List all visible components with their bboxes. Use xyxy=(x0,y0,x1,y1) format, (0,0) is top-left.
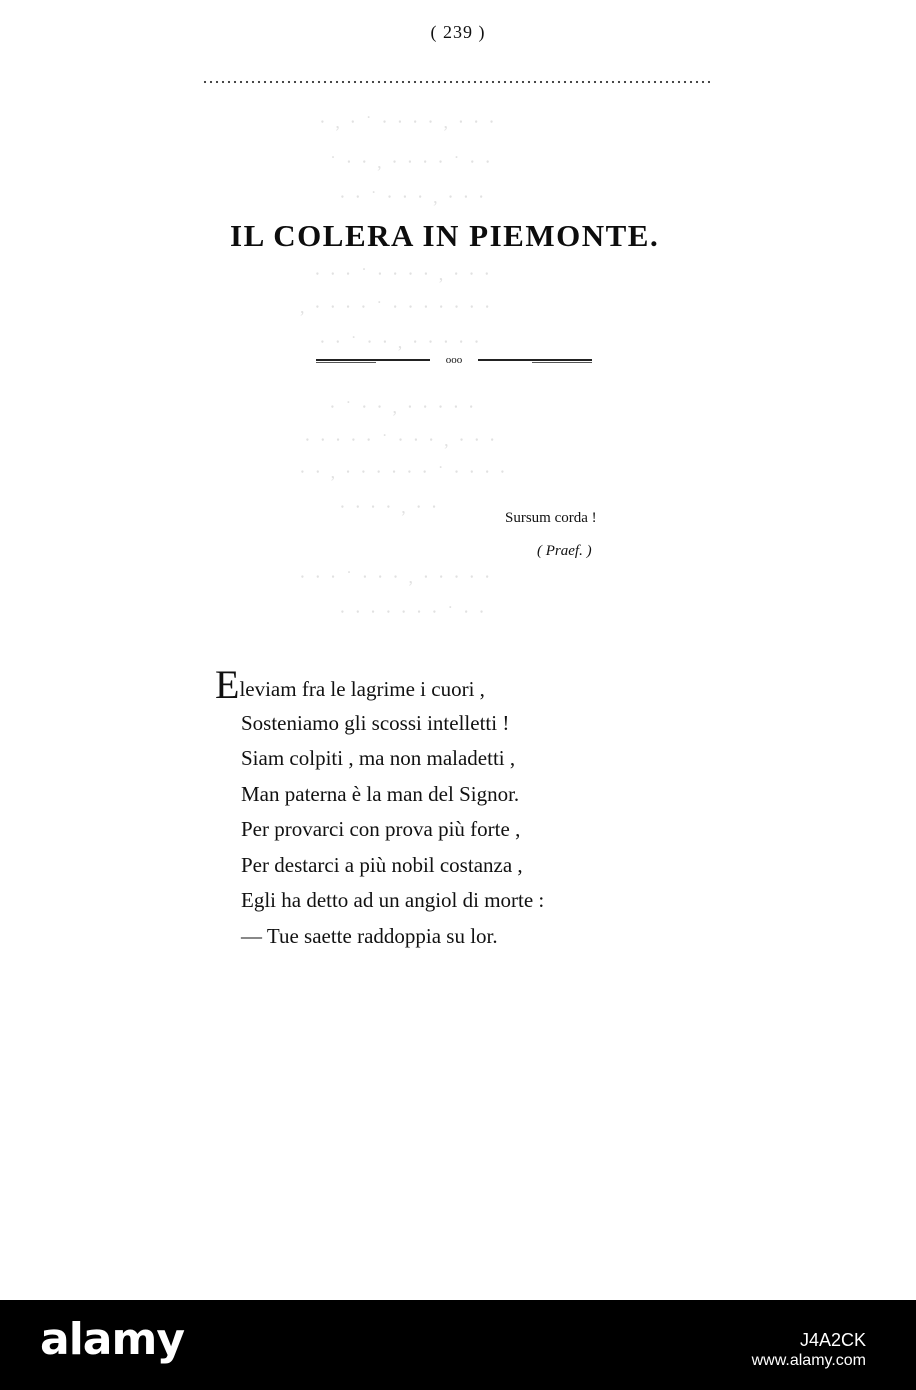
show-through-ghost: ⸱ ⸱ ⸱ ⸱ ⸱ ˙ ⸱ ⸱ ⸱ , ⸱ ⸱ ⸱ xyxy=(305,430,498,450)
show-through-ghost: ⸱ ⸱ , ⸱ ⸱ ⸱ ⸱ ⸱ ⸱ ˙ ⸱ ⸱ ⸱ ⸱ xyxy=(300,462,508,482)
epigraph: Sursum corda ! xyxy=(505,510,597,526)
title-ornament xyxy=(316,354,592,366)
show-through-ghost: ⸱ , ⸱ ˙ ⸱ ⸱ ⸱ ⸱ , ⸱ ⸱ ⸱ xyxy=(320,112,497,132)
verse-line xyxy=(215,662,544,707)
show-through-ghost: ˙ ⸱ ⸱ , ⸱ ⸱ ⸱ ⸱ ˙ ⸱ ⸱ xyxy=(330,152,494,172)
ornament-rule-right-thin xyxy=(532,362,592,363)
show-through-ghost: ⸱ ⸱ ⸱ ˙ ⸱ ⸱ ⸱ ⸱ , ⸱ ⸱ ⸱ xyxy=(315,264,493,284)
ornament-knot: ooo xyxy=(445,354,463,366)
show-through-ghost: ⸱ ⸱ ⸱ ⸱ ⸱ ⸱ ⸱ ˙ ⸱ ⸱ xyxy=(340,602,487,622)
verse-line: Per provarci con prova più forte , xyxy=(241,817,521,841)
ornament-rule-right xyxy=(478,359,592,361)
show-through-ghost: ⸱ ⸱ ˙ ⸱ ⸱ , ⸱ ⸱ ⸱ ⸱ ⸱ xyxy=(320,332,482,352)
stock-image-id: J4A2CK xyxy=(799,1330,866,1350)
poem-title: IL COLERA IN PIEMONTE. xyxy=(230,218,660,253)
show-through-ghost: ⸱ ⸱ ˙ ⸱ ⸱ ⸱ , ⸱ ⸱ ⸱ xyxy=(340,187,487,207)
dotted-header-rule xyxy=(202,80,710,84)
verse-line: Per destarci a più nobil costanza , xyxy=(241,852,523,877)
verse-line: Man paterna è la man del Signor. xyxy=(241,781,520,806)
ornament-rule-left xyxy=(316,359,430,361)
verse-line: Sosteniamo gli scossi intelletti ! xyxy=(241,710,510,735)
show-through-ghost: ⸱ ⸱ ⸱ ˙ ⸱ ⸱ ⸱ , ⸱ ⸱ ⸱ ⸱ ⸱ xyxy=(300,567,493,587)
show-through-ghost: ⸱ ⸱ ⸱ ⸱ , ⸱ ⸱ xyxy=(340,497,440,517)
verse-line: — Tue saette raddoppia su lor. xyxy=(241,923,498,948)
verse-line: Egli ha detto ad un angiol di morte : xyxy=(241,888,545,912)
stock-brand-logo: alamy xyxy=(40,1314,184,1365)
verse-line-text: leviam fra le lagrime i cuori , xyxy=(239,677,485,701)
stock-url: www.alamy.com xyxy=(751,1352,866,1369)
poem-stanza xyxy=(215,662,545,954)
verse-line: Siam colpiti , ma non maladetti , xyxy=(241,746,516,770)
drop-cap: E xyxy=(215,662,240,707)
ornament-rule-left-thin xyxy=(316,362,376,363)
page-number: ( 239 ) xyxy=(430,22,486,42)
show-through-ghost: ⸱ ˙ ⸱ ⸱ , ⸱ ⸱ ⸱ ⸱ ⸱ xyxy=(330,397,477,417)
show-through-ghost: , ⸱ ⸱ ⸱ ⸱ ˙ ⸱ ⸱ ⸱ ⸱ ⸱ ⸱ ⸱ xyxy=(300,297,493,317)
stock-watermark-bar xyxy=(0,1300,916,1390)
epigraph-source: ( Praef. ) xyxy=(537,543,592,559)
